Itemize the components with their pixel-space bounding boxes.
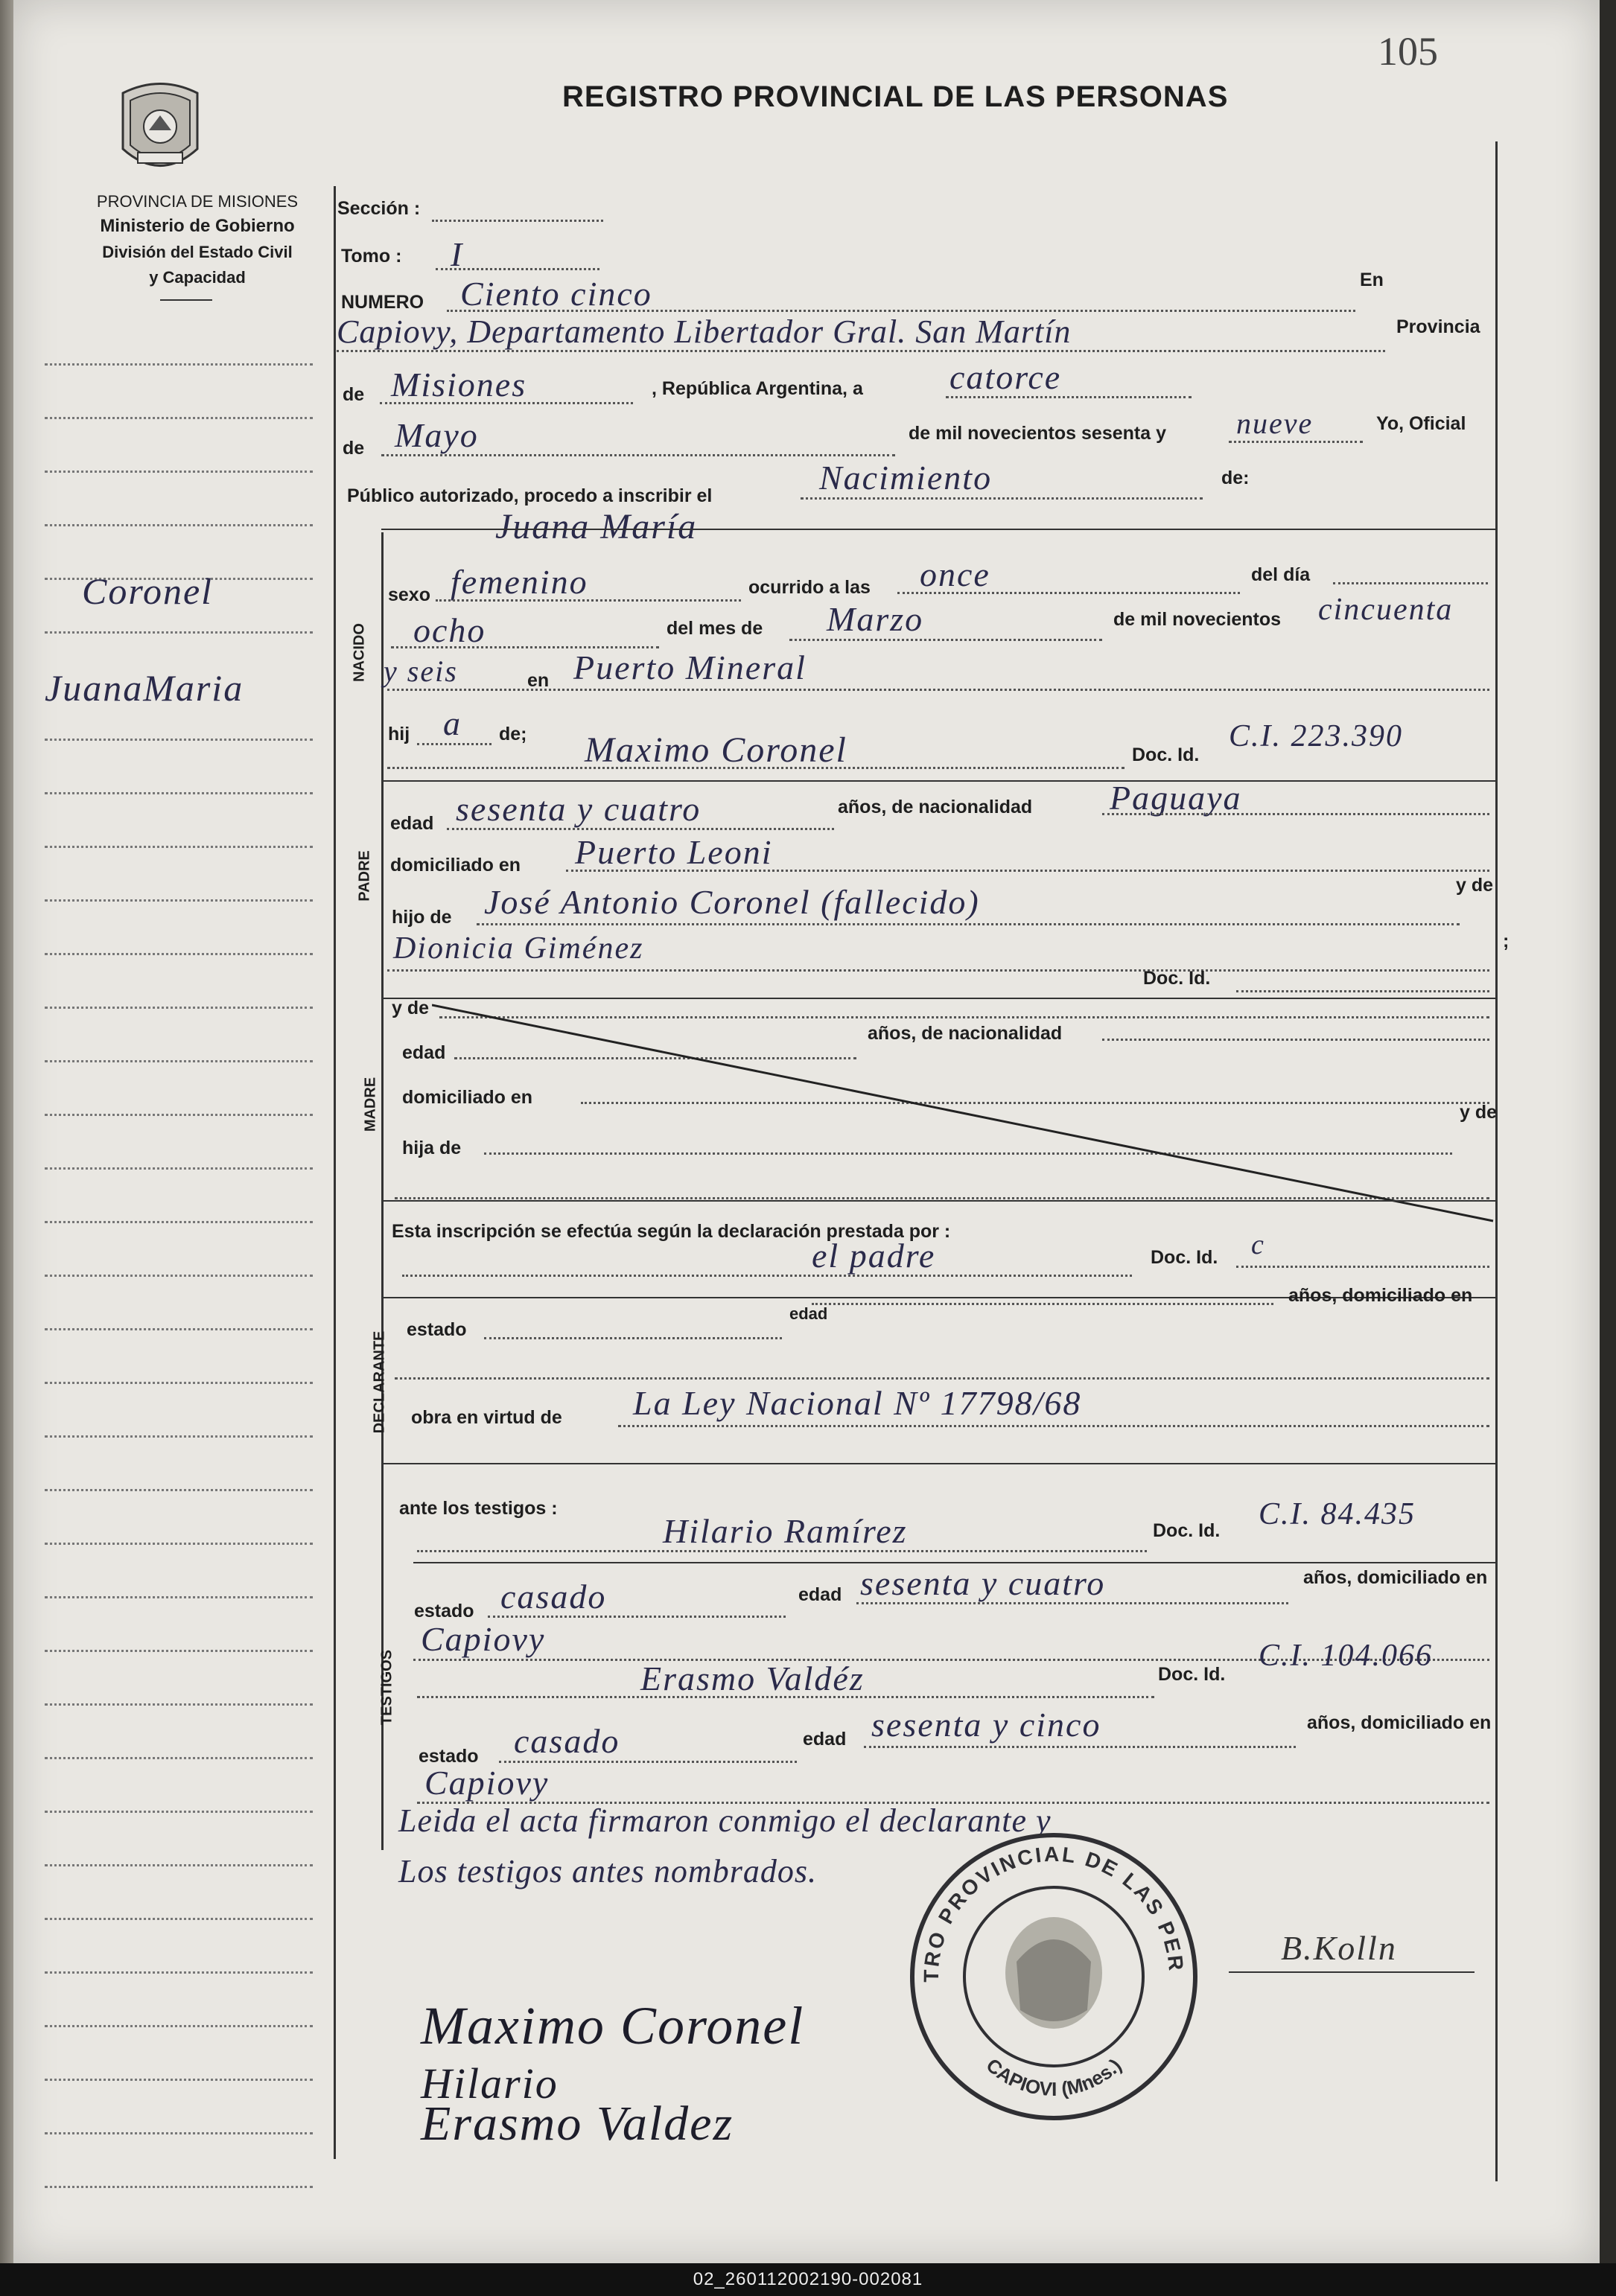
mes-nac-field <box>789 639 1102 641</box>
declarante-dom-field <box>395 1377 1489 1380</box>
padre-dom-field <box>566 870 1489 872</box>
en-label: En <box>1360 270 1384 290</box>
testigo1-estado-field <box>488 1616 786 1618</box>
padre-nombre-field <box>387 767 1124 769</box>
provincia-label: Provincia <box>1396 316 1480 337</box>
padre-nac-field <box>1102 813 1489 815</box>
declarante-anios-label: años, domiciliado en <box>1288 1285 1473 1306</box>
dia-acta-field <box>946 396 1192 398</box>
tomo-label: Tomo : <box>341 246 402 267</box>
testigo2-estado-label: estado <box>419 1746 479 1767</box>
abuela-field <box>387 969 1489 972</box>
nombre-value: Juana María <box>495 507 698 546</box>
declarante-doc-value: c <box>1251 1229 1265 1260</box>
obra-label: obra en virtud de <box>411 1407 562 1428</box>
testigo1-dom-value: Capiovy <box>421 1620 546 1658</box>
testigo2-edad-value: sesenta y cinco <box>871 1706 1101 1744</box>
padre-doc2-field <box>1236 990 1489 992</box>
lugar-value: Capiovy, Departamento Libertador Gral. San Martín <box>337 313 1072 350</box>
padre-doc-value: C.I. 223.390 <box>1229 719 1403 753</box>
de2-label: de <box>343 438 365 459</box>
declarante-edad-label: edad <box>789 1304 828 1323</box>
province-emblem <box>115 78 205 182</box>
declarante-value: el padre <box>812 1237 936 1275</box>
hij-field <box>417 743 492 745</box>
margin-note-surname: Coronel <box>82 570 214 612</box>
section-label-padre: PADRE <box>356 850 373 902</box>
ley-value: La Ley Nacional Nº 17798/68 <box>633 1384 1082 1422</box>
anio-nac-cont-value: y seis <box>384 654 458 688</box>
testigo2-estado-value: casado <box>514 1722 620 1760</box>
declarante-anios-field <box>812 1303 1273 1305</box>
testigo1-edad-label: edad <box>798 1584 842 1605</box>
yo-oficial-label: Yo, Oficial <box>1376 413 1466 434</box>
margin-note-given-names: JuanaMaria <box>45 667 244 709</box>
hij-suffix-value: a <box>443 704 462 742</box>
testigo2-field <box>417 1696 1154 1698</box>
madre-edad-label: edad <box>402 1042 446 1063</box>
acto-value: Nacimiento <box>819 459 993 497</box>
org-line-2: Ministerio de Gobierno <box>100 216 295 236</box>
provincia-value: Misiones <box>391 366 527 404</box>
lugar-nac-field <box>387 689 1489 691</box>
declaracion-label: Esta inscripción se efectúa según la declaración prestada por : <box>392 1221 951 1242</box>
de-mil-label: de mil novecientos <box>1113 609 1282 630</box>
sexo-field <box>436 599 741 602</box>
signature-maximo: Maximo Coronel <box>421 1996 805 2056</box>
republica-label: , República Argentina, a <box>652 378 863 399</box>
testigo1-doc-label: Doc. Id. <box>1153 1520 1221 1541</box>
padre-nombre-value: Maximo Coronel <box>585 730 847 770</box>
main-frame-left <box>334 186 336 2159</box>
section-label-testigos: TESTIGOS <box>378 1649 395 1726</box>
numero-label: NUMERO <box>341 292 424 313</box>
org-line-4: y Capacidad <box>149 268 246 287</box>
declarante-estado-label: estado <box>407 1319 467 1340</box>
publico-label: Público autorizado, procedo a inscribir el <box>347 485 713 506</box>
svg-text:CAPIOVI (Mnes.): CAPIOVI (Mnes.) <box>982 2053 1126 2101</box>
padre-dom-value: Puerto Leoni <box>575 833 773 871</box>
padre-doc-label: Doc. Id. <box>1132 744 1200 765</box>
sexo-label: sexo <box>388 584 430 605</box>
declarante-field <box>402 1275 1132 1277</box>
padre-edad-label: edad <box>390 813 434 834</box>
padre-top-line <box>381 780 1495 782</box>
hijo-de-label: hijo de <box>392 907 452 928</box>
testigo2-doc-value: C.I. 104.066 <box>1259 1639 1433 1673</box>
declarante-doc-label: Doc. Id. <box>1151 1247 1218 1268</box>
seccion-label: Sección : <box>337 198 421 219</box>
ocurrido-label: ocurrido a las <box>748 577 871 598</box>
tomo-value: I <box>451 235 464 273</box>
anio-acta-field <box>1229 441 1363 443</box>
del-mes-label: del mes de <box>667 618 763 639</box>
testigo2-anios-label: años, domiciliado en <box>1307 1712 1492 1733</box>
section-label-madre: MADRE <box>362 1077 379 1132</box>
testigo2-edad-label: edad <box>803 1729 847 1750</box>
tomo-field <box>436 268 599 270</box>
sexo-value: femenino <box>451 563 588 601</box>
mes-acta-field <box>381 454 895 456</box>
section-label-declarante: DECLARANTE <box>371 1330 388 1434</box>
mil-novecientos-label: de mil novecientos sesenta y <box>909 423 1166 444</box>
nombre-line <box>381 529 1495 530</box>
madre-cross-out <box>432 998 1497 1228</box>
dia-nac-value: ocho <box>413 611 486 649</box>
abuela-value: Dionicia Giménez <box>393 931 644 966</box>
testigo1-doc-value: C.I. 84.435 <box>1259 1497 1416 1531</box>
y-de-label: y de <box>1456 875 1494 896</box>
hija-de-label: hija de <box>402 1138 462 1158</box>
declarante-bottom-line <box>381 1463 1495 1464</box>
document-title: REGISTRO PROVINCIAL DE LAS PERSONAS <box>562 80 1229 113</box>
testigo1-edad-value: sesenta y cuatro <box>860 1564 1106 1602</box>
page-number: 105 <box>1378 29 1438 74</box>
de-colon-label: de: <box>1221 468 1250 488</box>
registry-stamp <box>905 1828 1203 2126</box>
mes-acta-value: Mayo <box>395 416 479 454</box>
numero-field <box>447 310 1355 312</box>
numero-value: Ciento cinco <box>460 275 652 313</box>
hora-value: once <box>920 555 990 593</box>
lugar-nac-value: Puerto Mineral <box>573 648 807 686</box>
testigo1-estado-value: casado <box>500 1578 607 1616</box>
signature-oficial-line <box>1229 1971 1475 1973</box>
closing-line-2: Los testigos antes nombrados. <box>398 1853 817 1890</box>
padre-edad-field <box>447 828 834 830</box>
hij-label: hij <box>388 724 410 744</box>
signature-oficial: B.Kolln <box>1281 1929 1397 1967</box>
testigo1-edad-field <box>856 1602 1288 1604</box>
ante-testigos-label: ante los testigos : <box>399 1498 558 1519</box>
padre-edad-value: sesenta y cuatro <box>456 790 702 828</box>
testigo1-anios-label: años, domiciliado en <box>1303 1567 1488 1588</box>
testigo2-doc-label: Doc. Id. <box>1158 1664 1226 1685</box>
de-label: de <box>343 384 365 405</box>
del-dia-field <box>1333 582 1488 584</box>
closing-line-1: Leida el acta firmaron conmigo el declarante y <box>398 1802 1052 1839</box>
testigo2-value: Erasmo Valdéz <box>640 1659 865 1697</box>
padre-doc2-label: Doc. Id. <box>1143 968 1211 989</box>
seccion-field <box>432 220 603 222</box>
madre-y-de2-label: y de <box>1460 1102 1498 1123</box>
org-line-3: División del Estado Civil <box>102 243 293 261</box>
lugar-field <box>337 350 1385 352</box>
en2-label: en <box>527 670 550 691</box>
declarante-doc-field <box>1236 1266 1489 1268</box>
padre-domiciliado-label: domiciliado en <box>390 855 521 876</box>
madre-y-de-label: y de <box>392 998 430 1018</box>
testigo1-value: Hilario Ramírez <box>663 1512 908 1550</box>
testigo2-edad-field <box>864 1746 1296 1748</box>
provincia-field <box>380 402 633 404</box>
image-id: 02_260112002190-002081 <box>693 2269 923 2289</box>
dia-acta-value: catorce <box>949 358 1062 396</box>
anio-acta-value: nueve <box>1236 406 1314 440</box>
hora-field <box>897 592 1240 594</box>
signature-erasmo: Erasmo Valdez <box>421 2096 734 2151</box>
semicolon-label: ; <box>1503 931 1510 951</box>
section-label-nacido: NACIDO <box>351 623 368 682</box>
testigo1-field <box>417 1550 1147 1552</box>
abuelo-field <box>477 923 1460 925</box>
testigo2-dom-value: Capiovy <box>424 1764 550 1802</box>
padre-nac-value: Paguaya <box>1110 779 1242 817</box>
madre-bottom-line <box>381 1200 1495 1202</box>
signature-hilario: Hilario <box>421 2059 559 2108</box>
del-dia-label: del día <box>1251 564 1311 585</box>
svg-text:REGISTRO PROVINCIAL DE LAS PER: TRO PROVINCIAL DE LAS PER <box>919 1842 1189 1983</box>
de-semi-label: de; <box>499 724 527 744</box>
madre-anios-nac-label: años, de nacionalidad <box>868 1023 1063 1044</box>
org-underline <box>160 299 212 301</box>
abuelo-value: José Antonio Coronel (fallecido) <box>484 883 980 921</box>
acto-field <box>801 497 1203 500</box>
domiciliada-label: domiciliado en <box>402 1087 533 1108</box>
declarante-estado-field <box>484 1337 782 1339</box>
org-line-1: PROVINCIA DE MISIONES <box>96 192 299 211</box>
padre-anios-nac-label: años, de nacionalidad <box>838 797 1033 817</box>
mes-nac-value: Marzo <box>827 600 924 638</box>
anio-nac-value: cincuenta <box>1318 593 1454 627</box>
testigo1-estado-label: estado <box>414 1601 474 1621</box>
ley-field <box>618 1425 1489 1427</box>
